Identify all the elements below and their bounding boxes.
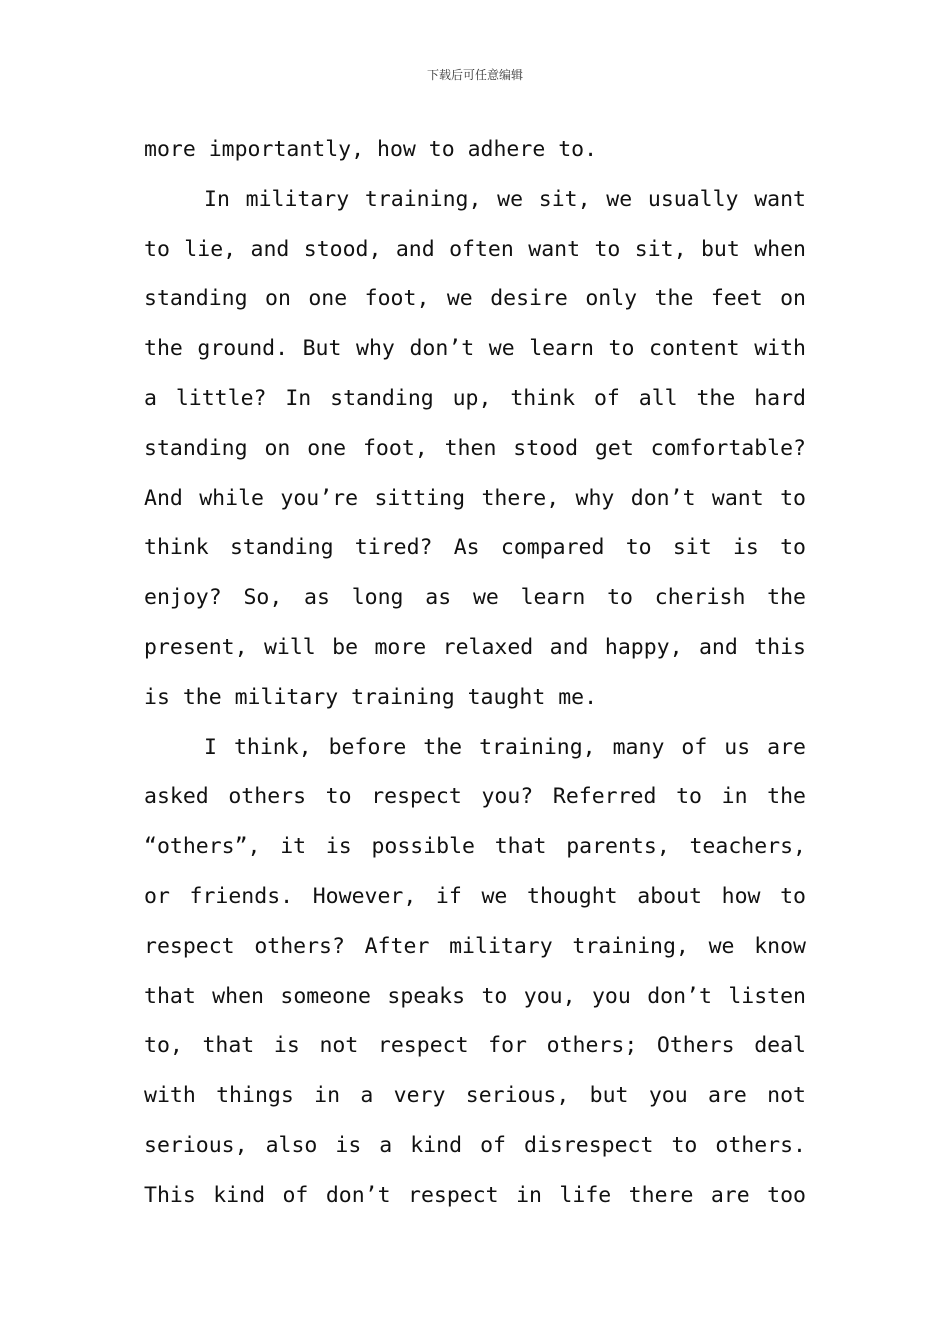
text-line: to, that is not respect for others; Others deal	[144, 1033, 806, 1059]
text-line: “others”, it is possible that parents, teachers,	[144, 834, 806, 860]
text-line: with things in a very serious, but you are not	[144, 1083, 806, 1109]
text-line: I think, before the training, many of us are	[204, 734, 806, 760]
text-line: more importantly, how to adhere to.	[144, 137, 598, 162]
page-header: 下载后可任意编辑	[426, 68, 523, 82]
text-line: that when someone speaks to you, you don’t listen	[144, 983, 806, 1009]
text-line: This kind of don’t respect in life there are too	[144, 1182, 806, 1208]
text-line: standing on one foot, we desire only the feet on	[144, 286, 806, 312]
text-line: to lie, and stood, and often want to sit, but when	[144, 236, 806, 262]
text-line: enjoy? So, as long as we learn to cherish the	[144, 585, 806, 611]
document-body	[144, 125, 806, 1221]
text-line: respect others? After military training, we know	[144, 933, 806, 959]
text-line: or friends. However, if we thought about how to	[144, 883, 806, 909]
text-line: In military training, we sit, we usually want	[204, 186, 806, 212]
text-line: the ground. But why don’t we learn to content with	[144, 336, 806, 362]
text-line: serious, also is a kind of disrespect to others.	[144, 1132, 806, 1158]
text-line: asked others to respect you? Referred to in the	[144, 784, 806, 810]
text-line: And while you’re sitting there, why don’t want to	[144, 485, 806, 511]
text-line: think standing tired? As compared to sit is to	[144, 535, 806, 561]
text-line: is the military training taught me.	[144, 684, 598, 710]
text-line: a little? In standing up, think of all the hard	[144, 385, 806, 411]
text-line: standing on one foot, then stood get comfortable?	[144, 435, 806, 461]
text-line: present, will be more relaxed and happy, and this	[144, 634, 806, 660]
